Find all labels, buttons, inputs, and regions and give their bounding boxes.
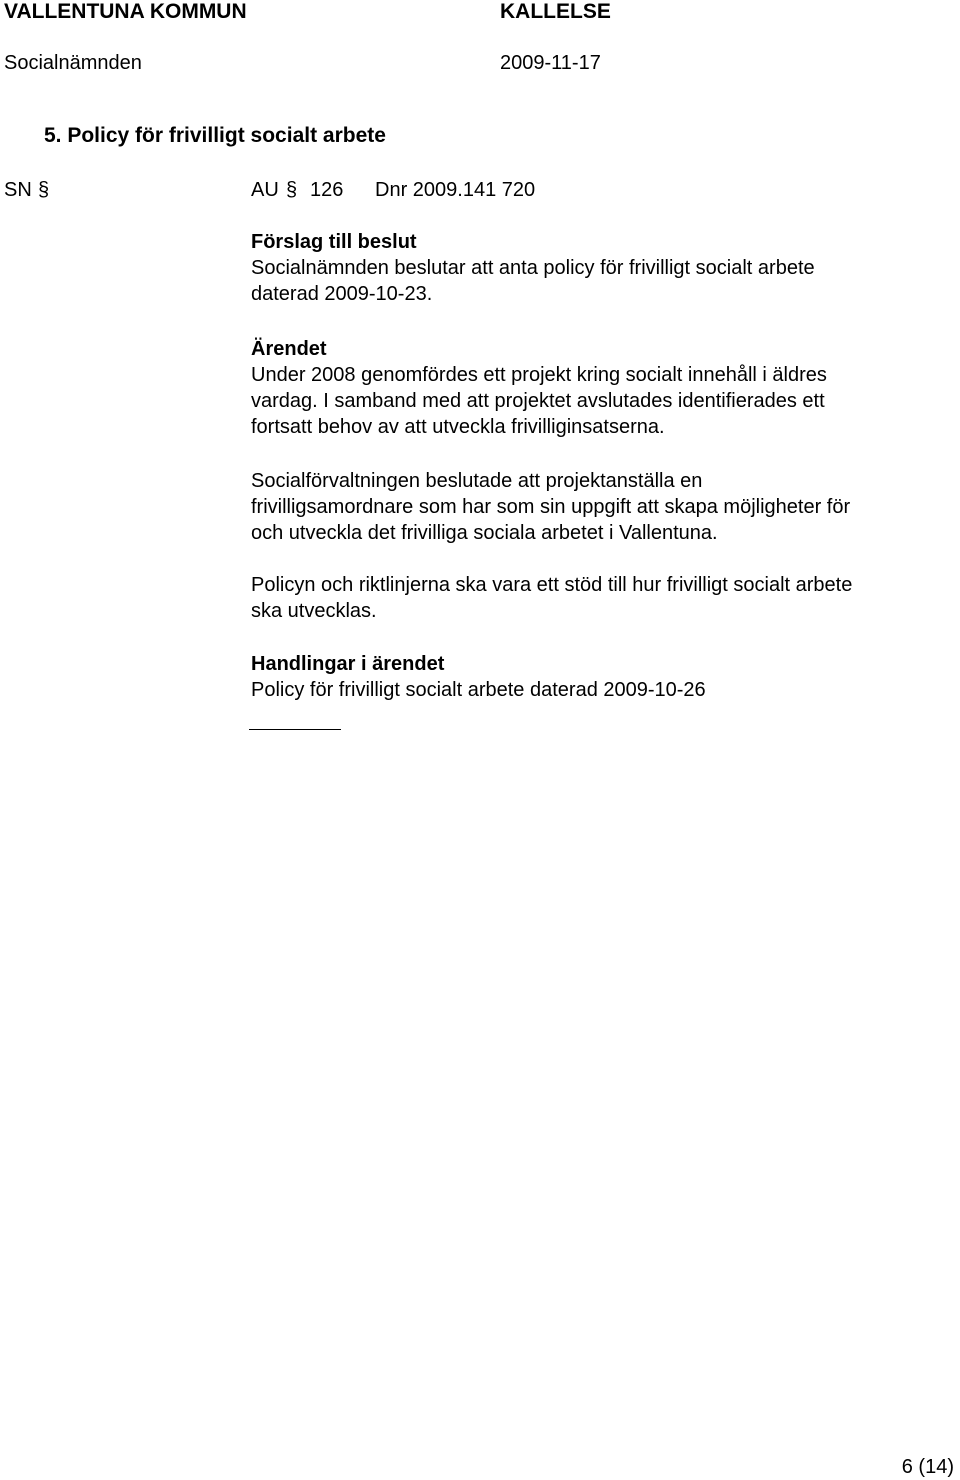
document-date: 2009-11-17 [500, 52, 601, 74]
section-sign: § [38, 179, 50, 201]
matter-line: frivilligsamordnare som har som sin uppgift att skapa möjligheter för [251, 496, 851, 518]
matter-paragraph-3 [251, 572, 951, 624]
matter-line: vardag. I samband med att projektet avslutades identifierades ett [251, 390, 825, 412]
proposal-line: daterad 2009-10-23. [251, 283, 433, 305]
matter-paragraph-2 [251, 468, 951, 546]
reference-au-number: 126 [310, 179, 344, 201]
proposal-line: Socialnämnden beslutar att anta policy för frivilligt socialt arbete [251, 257, 815, 279]
documents-section [251, 651, 951, 703]
matter-line: Under 2008 genomfördes ett projekt kring socialt innehåll i äldres [251, 364, 827, 386]
matter-title: Ärendet [251, 338, 327, 360]
section-sign: § [286, 179, 298, 201]
matter-line: ska utvecklas. [251, 600, 377, 622]
reference-dnr: Dnr 2009.141 720 [375, 179, 536, 201]
proposal-title: Förslag till beslut [251, 231, 417, 253]
matter-line: och utveckla det frivilliga sociala arbetet i Vallentuna. [251, 522, 718, 544]
reference-sn: SN [4, 179, 32, 201]
proposal-section [251, 229, 951, 307]
documents-item: Policy för frivilligt socialt arbete daterad 2009-10-26 [251, 679, 706, 701]
organization-name: VALLENTUNA KOMMUN [4, 0, 247, 23]
matter-line: Socialförvaltningen beslutade att projektanställa en [251, 470, 703, 492]
document-type: KALLELSE [500, 0, 611, 23]
committee-name: Socialnämnden [4, 52, 142, 74]
matter-section [251, 336, 951, 440]
matter-line: Policyn och riktlinjerna ska vara ett stöd till hur frivilligt socialt arbete [251, 574, 853, 596]
closing-rule [249, 729, 341, 730]
matter-line: fortsatt behov av att utveckla frivilliginsatserna. [251, 416, 665, 438]
documents-title: Handlingar i ärendet [251, 653, 445, 675]
reference-au: AU [251, 179, 279, 201]
item-heading: 5. Policy för frivilligt socialt arbete [44, 124, 386, 147]
page-number: 6 (14) [901, 1456, 954, 1478]
